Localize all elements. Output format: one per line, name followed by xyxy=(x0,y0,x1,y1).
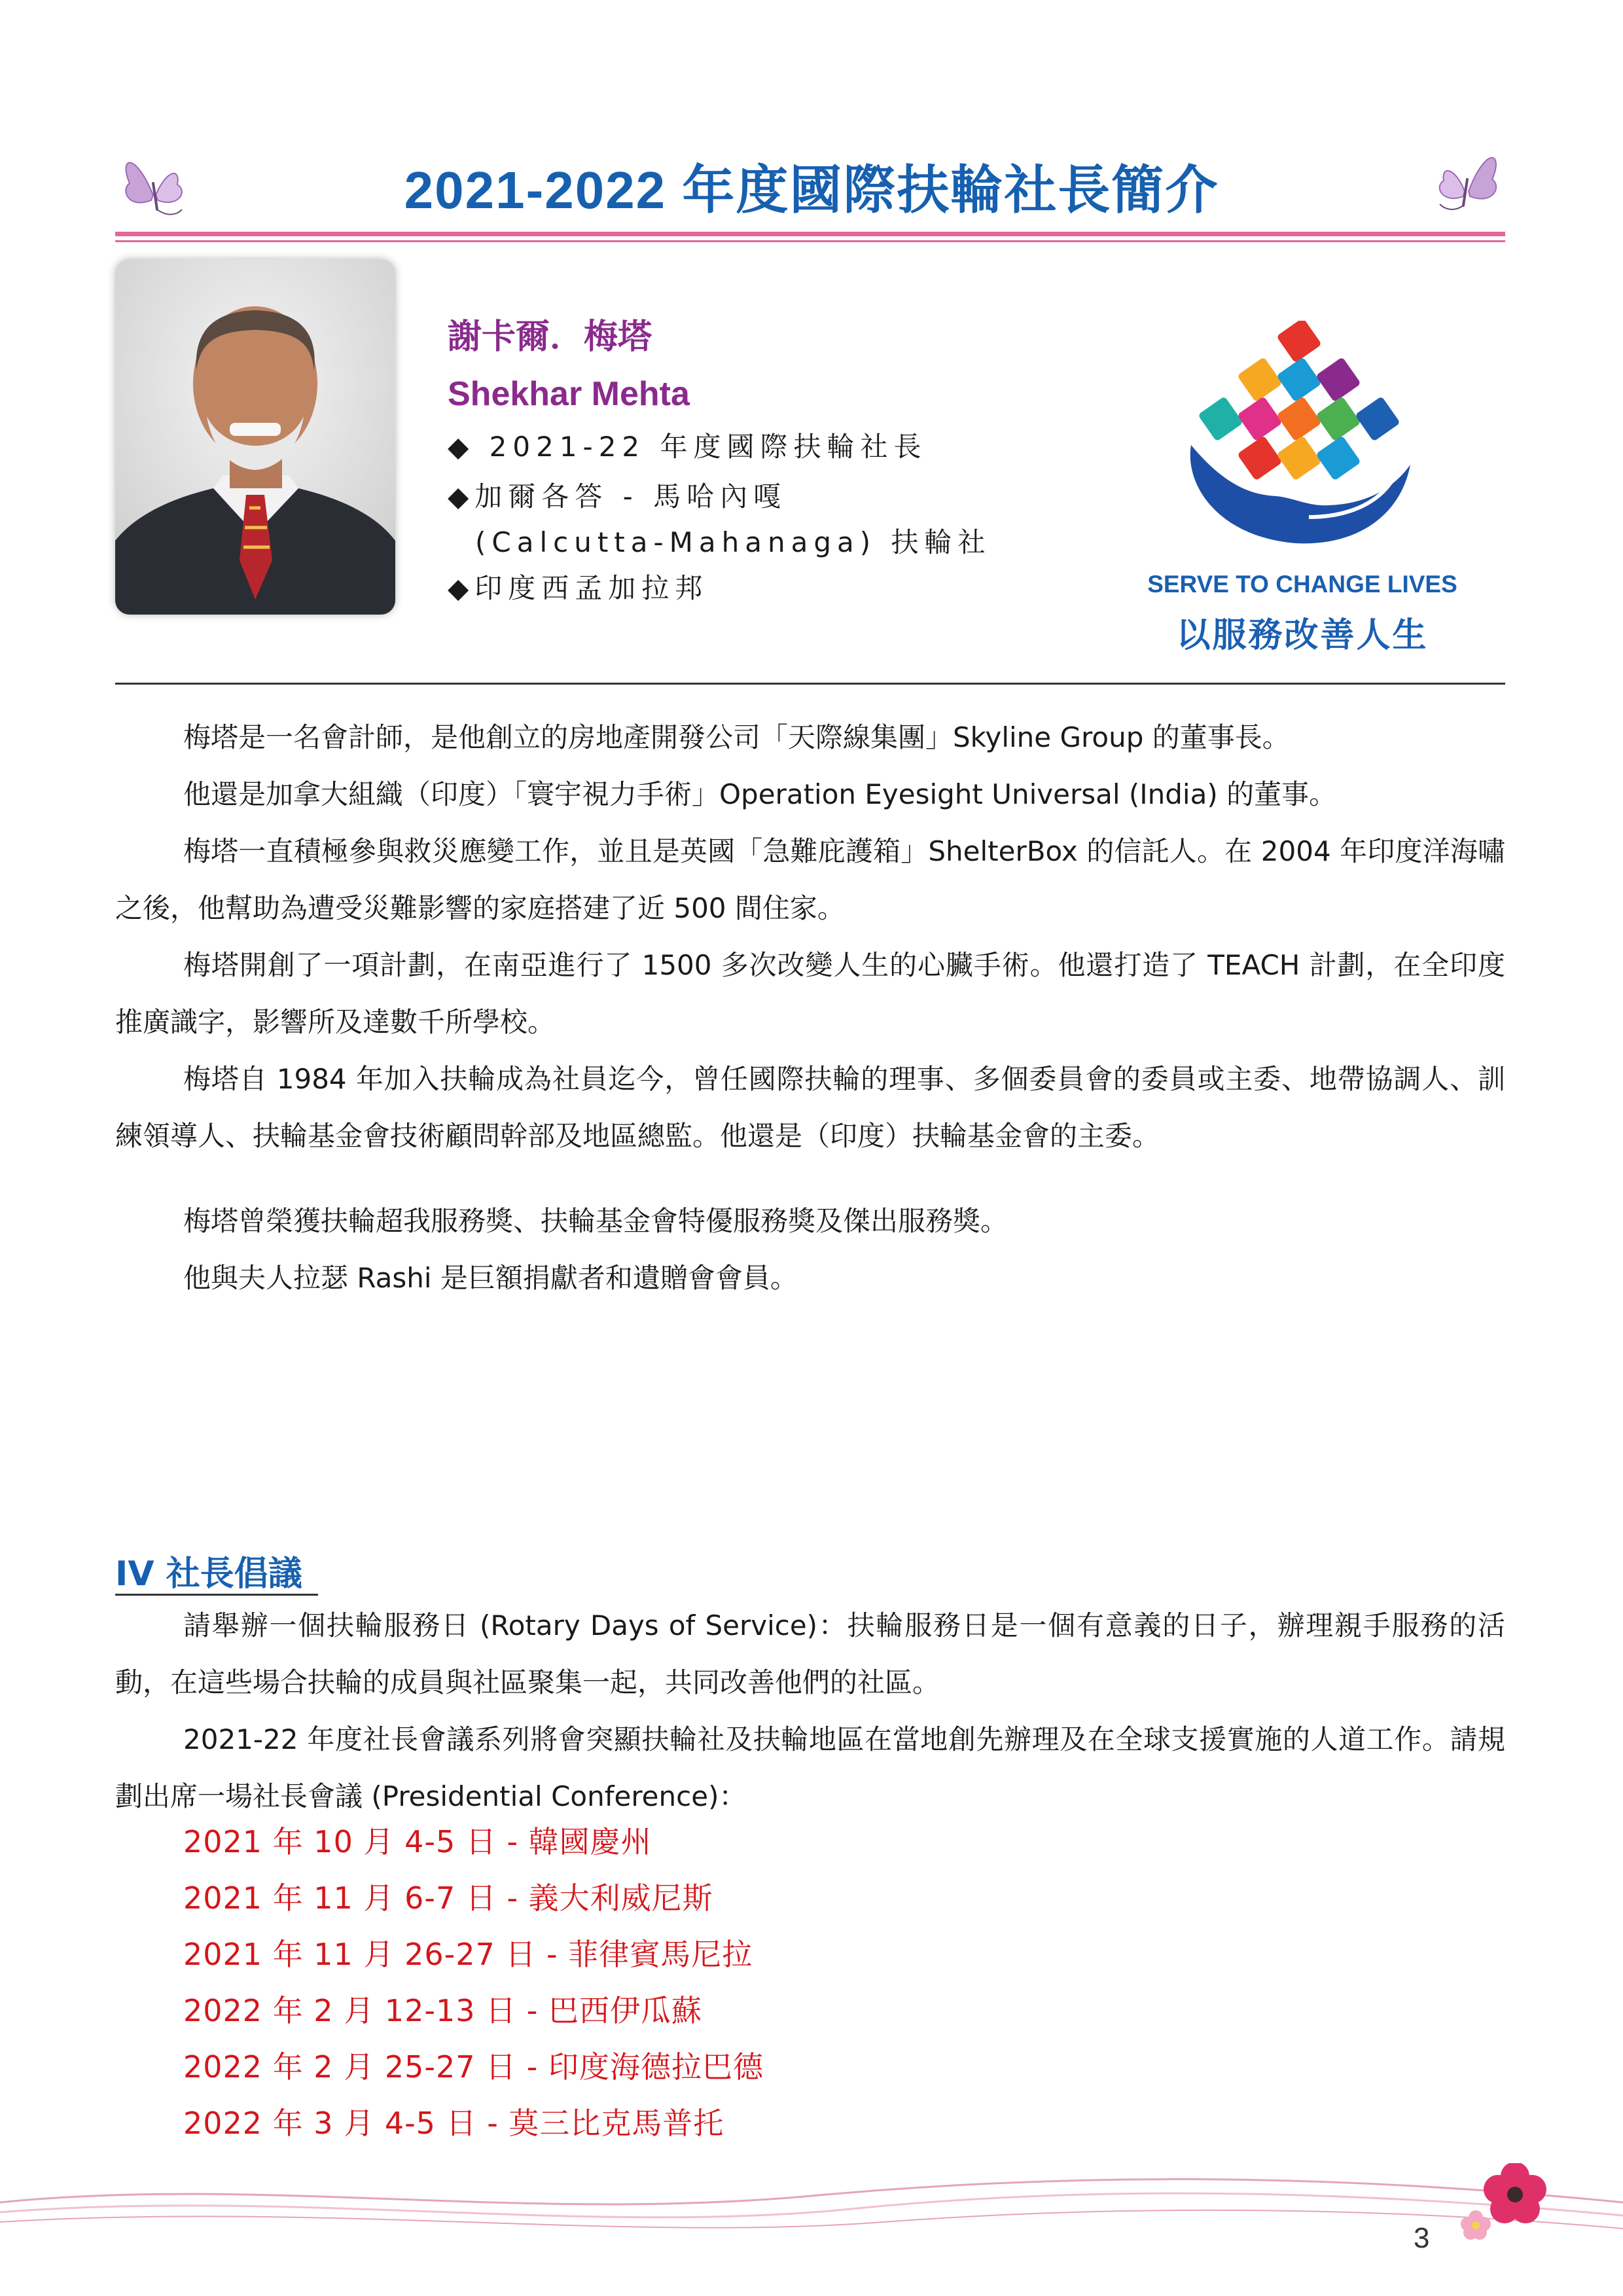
portrait-photo xyxy=(115,259,395,615)
bio-paragraph: 梅塔自 1984 年加入扶輪成為社員迄今，曾任國際扶輪的理事、多個委員會的委員或主委、地帶協調人、訓練領導人、扶輪基金會技術顧問幹部及地區總監。他還是（印度）扶輪基金會的主委。 xyxy=(115,1063,1505,1152)
bullet-title: ◆ 2021-22 年度國際扶輪社長 xyxy=(448,431,927,463)
section-heading-underline xyxy=(115,1594,318,1596)
conference-date-item: 2021 年 11 月 26-27 日 - 菲律賓馬尼拉 xyxy=(183,1937,753,1972)
bio-paragraph: 梅塔一直積極參與救災應變工作，並且是英國「急難庇護箱」ShelterBox 的信託人。在 2004 年印度洋海嘯之後，他幫助為遭受災難影響的家庭搭建了近 500 間住家。 xyxy=(115,835,1505,924)
serve-to-change-lives-logo xyxy=(1178,321,1420,563)
conference-date-item: 2022 年 2 月 12-13 日 - 巴西伊瓜蘇 xyxy=(183,1993,702,2028)
bio-paragraph: 梅塔曾榮獲扶輪超我服務獎、扶輪基金會特優服務獎及傑出服務獎。 xyxy=(183,1205,1008,1237)
butterfly-right-icon xyxy=(1427,139,1505,224)
name-english: Shekhar Mehta xyxy=(448,375,690,413)
conference-date-item: 2021 年 11 月 6-7 日 - 義大利威尼斯 xyxy=(183,1880,713,1916)
motto-chinese: 以服務改善人生 xyxy=(1176,616,1429,655)
footer-wave-decoration xyxy=(0,2163,1623,2261)
bio-paragraph: 他還是加拿大組織（印度）「寰宇視力手術」Operation Eyesight Universal (India) 的董事。 xyxy=(183,778,1337,810)
conference-date-item: 2021 年 10 月 4-5 日 - 韓國慶州 xyxy=(183,1824,652,1859)
section-divider xyxy=(115,683,1505,685)
bio-paragraph: 梅塔是一名會計師，是他創立的房地產開發公司「天際線集團」Skyline Group 的董事長。 xyxy=(183,721,1290,753)
conference-date-item: 2022 年 2 月 25-27 日 - 印度海德拉巴德 xyxy=(183,2049,764,2085)
flower-icon xyxy=(1484,2163,1546,2223)
name-chinese: 謝卡爾．梅塔 xyxy=(448,317,652,357)
page-number: 3 xyxy=(1414,2222,1430,2254)
page-title: 2021-2022 年度國際扶輪社長簡介 xyxy=(404,161,1219,219)
title-rule-thin xyxy=(115,240,1505,242)
motto-english: SERVE TO CHANGE LIVES xyxy=(1147,571,1457,598)
initiative-paragraph: 2021-22 年度社長會議系列將會突顯扶輪社及扶輪地區在當地創先辦理及在全球支援實施的人道工作。請規劃出席一場社長會議 (Presidential Conference)： xyxy=(115,1723,1505,1812)
bullet-club: ◆加爾各答 - 馬哈內嘎 xyxy=(448,480,787,512)
bullet-region: ◆印度西孟加拉邦 xyxy=(448,572,709,604)
conference-date-item: 2022 年 3 月 4-5 日 - 莫三比克馬普托 xyxy=(183,2106,724,2141)
initiative-paragraph: 請舉辦一個扶輪服務日 (Rotary Days of Service)：扶輪服務日是一個有意義的日子，辦理親手服務的活動，在這些場合扶輪的成員與社區聚集一起，共同改善他們的社區。 xyxy=(115,1609,1505,1698)
title-rule xyxy=(115,232,1505,236)
bullet-club-en: (Calcutta-Mahanaga) 扶輪社 xyxy=(475,526,991,558)
bio-paragraph: 梅塔開創了一項計劃，在南亞進行了 1500 多次改變人生的心臟手術。他還打造了 TEACH 計劃，在全印度推廣識字，影響所及達數千所學校。 xyxy=(115,949,1505,1038)
bio-paragraph: 他與夫人拉瑟 Rashi 是巨額捐獻者和遺贈會會員。 xyxy=(183,1262,798,1294)
section-heading: IV 社長倡議 xyxy=(115,1554,302,1594)
